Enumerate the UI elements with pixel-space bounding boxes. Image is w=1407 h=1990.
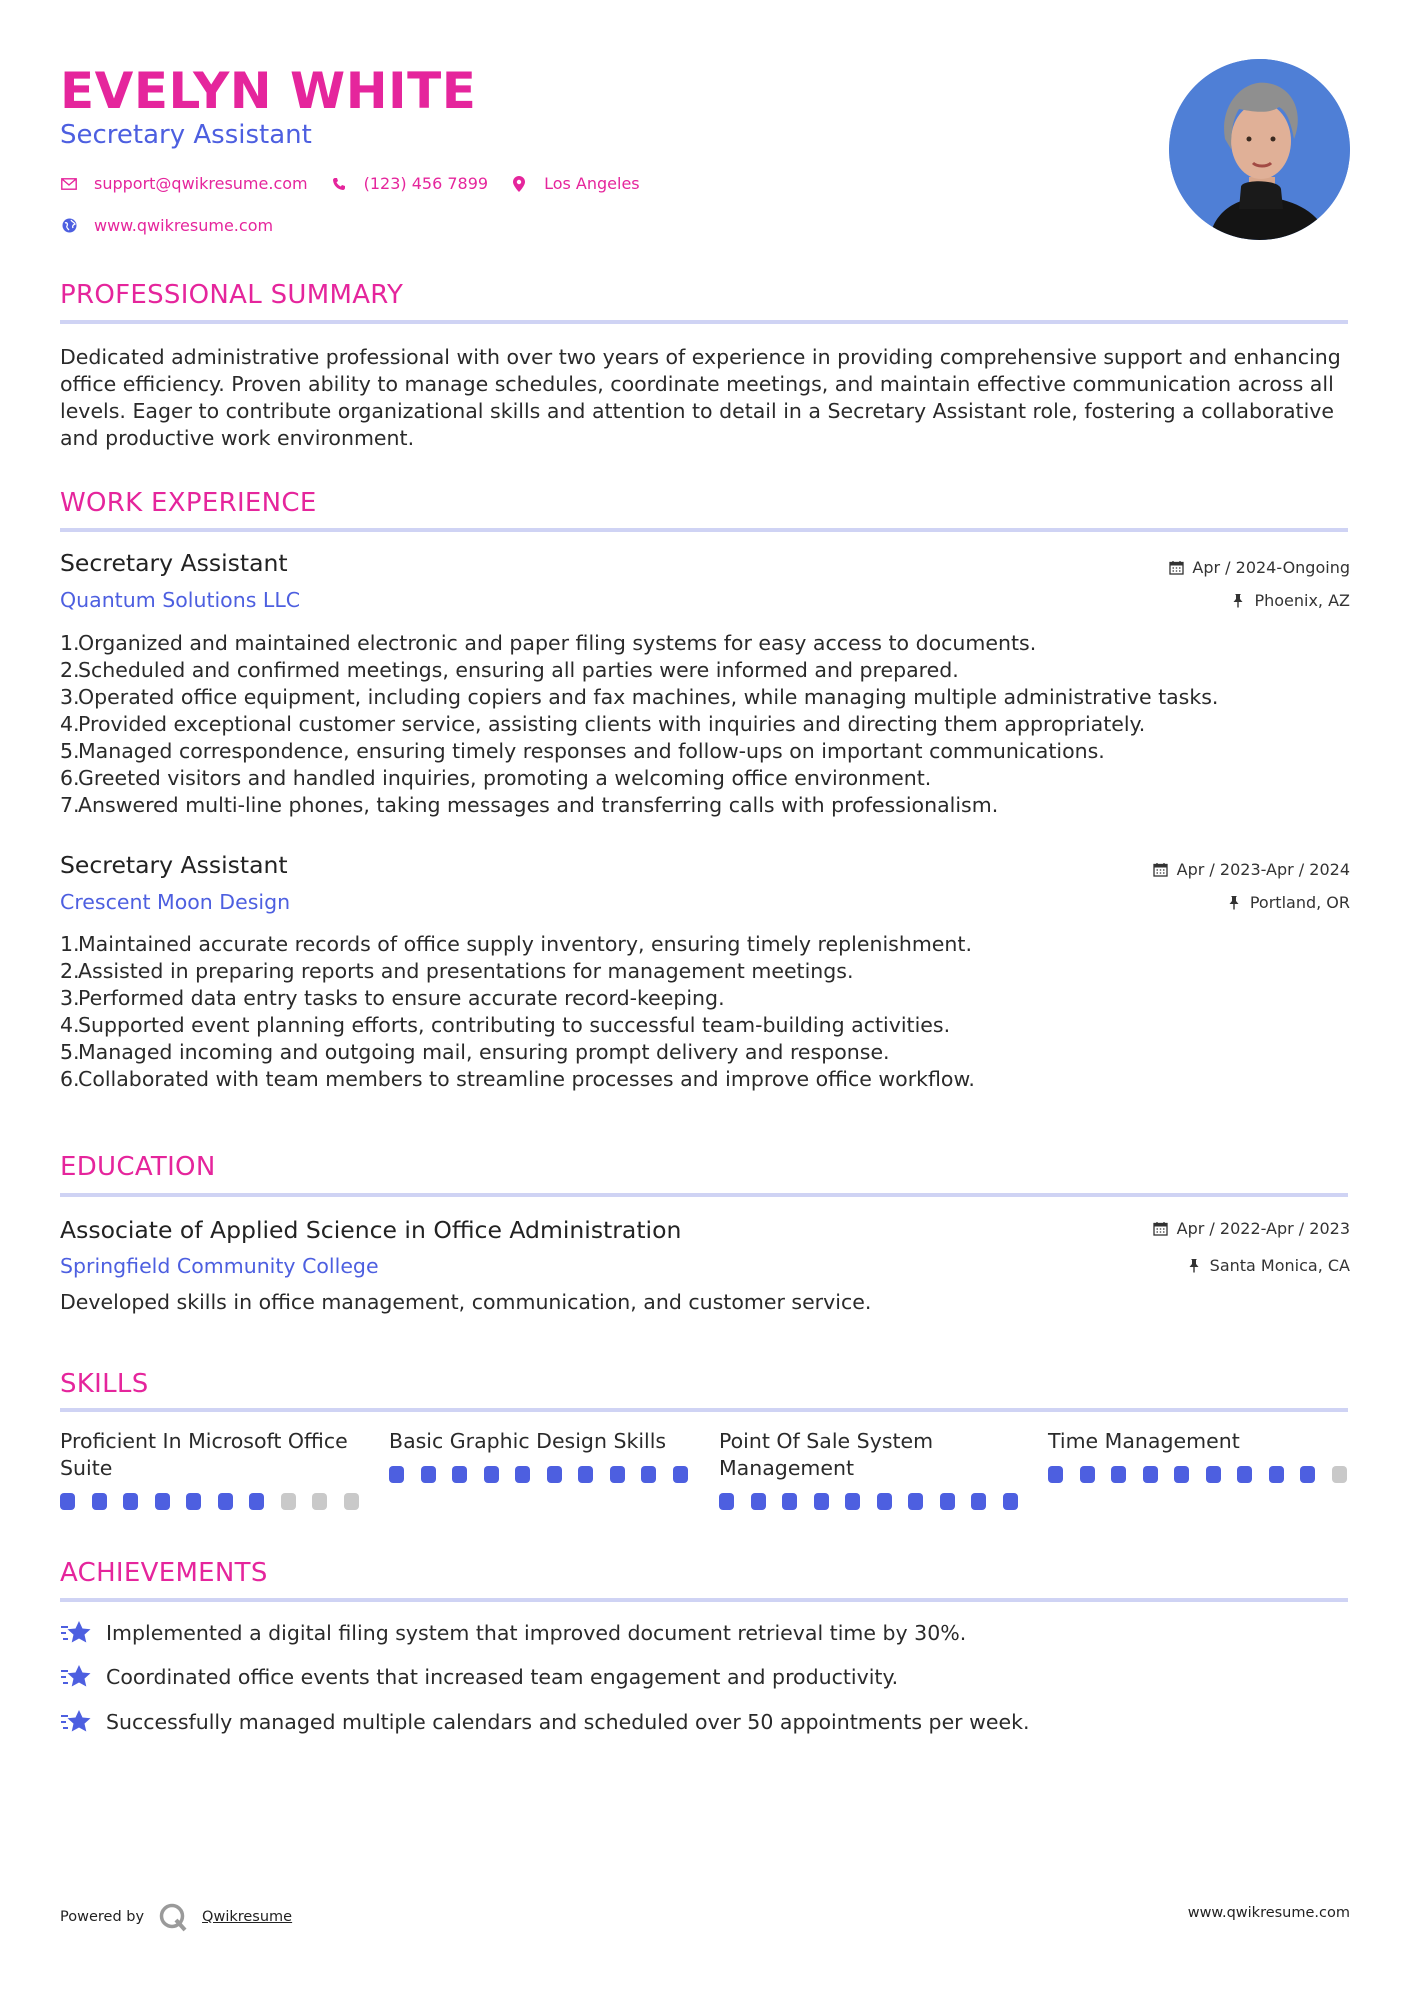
section-heading-experience: WORK EXPERIENCE (60, 488, 317, 518)
education-description: Developed skills in office management, communication, and customer service. (60, 1290, 872, 1314)
rating-dot (641, 1466, 656, 1483)
rating-dot (547, 1466, 562, 1483)
achievement-text: Implemented a digital filing system that improved document retrieval time by 30%. (106, 1621, 967, 1645)
brand-link[interactable]: Qwikresume (202, 1909, 293, 1925)
rating-dot (1300, 1466, 1315, 1483)
candidate-title: Secretary Assistant (60, 120, 312, 150)
contact-row (60, 174, 662, 193)
job-title: Secretary Assistant (60, 851, 288, 879)
job-location (1230, 591, 1350, 610)
summary-text: Dedicated administrative professional with over two years of experience in providing comprehensive support and enhancing office efficiency. Proven ability to manage schedules, coordinate meetings, and maintain effective communication across all levels. Eager to contribute organizational skills and attention to detail in a Secretary Assistant role, fostering a collaborative and productive work environment. (60, 345, 1341, 450)
star-icon (60, 1708, 92, 1736)
powered-by-label: Powered by (60, 1909, 145, 1925)
section-divider (60, 1193, 1348, 1197)
pin-icon (1226, 895, 1242, 911)
rating-dot (1332, 1466, 1347, 1483)
email-link[interactable]: support@qwikresume.com (94, 174, 308, 193)
map-marker-icon (510, 175, 528, 193)
rating-dot (1174, 1466, 1189, 1483)
job-bullets (60, 630, 1350, 819)
list-item: 3. Operated office equipment, including copiers and fax machines, while managing multiple administrative tasks. (60, 685, 1219, 709)
rating-dot (1206, 1466, 1221, 1483)
rating-dot (971, 1493, 986, 1510)
list-item: 1. Organized and maintained electronic and paper filing systems for easy access to documents. (60, 631, 1037, 655)
achievement-text: Coordinated office events that increased team engagement and productivity. (106, 1665, 899, 1689)
rating-dot (186, 1493, 201, 1510)
achievement-item (60, 1663, 898, 1691)
job-dates-text: Apr / 2024-Ongoing (1192, 558, 1350, 577)
rating-dot (452, 1466, 467, 1483)
job-dates (1168, 558, 1350, 577)
school-name: Springfield Community College (60, 1254, 379, 1278)
skill-rating (60, 1493, 375, 1510)
calendar-icon (1168, 560, 1184, 576)
rating-dot (155, 1493, 170, 1510)
list-item: 7. Answered multi-line phones, taking messages and transferring calls with professionalism. (60, 793, 999, 817)
rating-dot (1003, 1493, 1018, 1510)
envelope-icon (60, 175, 78, 193)
rating-dot (281, 1493, 296, 1510)
rating-dot (484, 1466, 499, 1483)
job-dates (1153, 860, 1350, 879)
rating-dot (312, 1493, 327, 1510)
rating-dot (421, 1466, 436, 1483)
rating-dot (673, 1466, 688, 1483)
list-item: 4. Provided exceptional customer service, assisting clients with inquiries and directing them appropriately. (60, 712, 1146, 736)
calendar-icon (1153, 1221, 1169, 1237)
list-item: 4. Supported event planning efforts, contributing to successful team-building activities. (60, 1013, 951, 1037)
rating-dot (1111, 1466, 1126, 1483)
rating-dot (1269, 1466, 1284, 1483)
achievement-item (60, 1708, 1030, 1736)
skill-rating (389, 1466, 704, 1483)
list-item: 6. Collaborated with team members to streamline processes and improve office workflow. (60, 1067, 975, 1091)
skill-item (60, 1428, 360, 1482)
job-bullets (60, 931, 1350, 1093)
rating-dot (578, 1466, 593, 1483)
section-divider (60, 1408, 1348, 1412)
calendar-icon (1153, 862, 1169, 878)
rating-dot (249, 1493, 264, 1510)
profile-photo (1169, 59, 1350, 240)
contact-row-website (60, 216, 295, 235)
list-item: 6. Greeted visitors and handled inquiries, promoting a welcoming office environment. (60, 766, 932, 790)
list-item: 1. Maintained accurate records of office supply inventory, ensuring timely replenishment. (60, 932, 972, 956)
rating-dot (1237, 1466, 1252, 1483)
section-heading-summary: PROFESSIONAL SUMMARY (60, 280, 404, 310)
rating-dot (92, 1493, 107, 1510)
section-divider (60, 528, 1348, 532)
rating-dot (60, 1493, 75, 1510)
section-heading-education: EDUCATION (60, 1152, 216, 1182)
rating-dot (1048, 1466, 1063, 1483)
website-link[interactable]: www.qwikresume.com (94, 216, 274, 235)
rating-dot (814, 1493, 829, 1510)
education-location-text: Santa Monica, CA (1209, 1256, 1350, 1275)
skill-name: Time Management (1048, 1429, 1240, 1453)
education-dates-text: Apr / 2022-Apr / 2023 (1176, 1219, 1350, 1238)
list-item: 2. Scheduled and confirmed meetings, ensuring all parties were informed and prepared. (60, 658, 959, 682)
rating-dot (610, 1466, 625, 1483)
achievement-text: Successfully managed multiple calendars and scheduled over 50 appointments per week. (106, 1710, 1030, 1734)
section-divider (60, 320, 1348, 324)
company-name: Crescent Moon Design (60, 890, 291, 914)
star-icon (60, 1663, 92, 1691)
rating-dot (344, 1493, 359, 1510)
footer-website[interactable]: www.qwikresume.com (1187, 1905, 1350, 1921)
rating-dot (389, 1466, 404, 1483)
job-dates-text: Apr / 2023-Apr / 2024 (1176, 860, 1350, 879)
skill-name: Point Of Sale System Management (719, 1429, 934, 1480)
pin-icon (1230, 593, 1246, 609)
rating-dot (123, 1493, 138, 1510)
phone-number[interactable]: (123) 456 7899 (363, 174, 489, 193)
list-item: 5. Managed incoming and outgoing mail, ensuring prompt delivery and response. (60, 1040, 890, 1064)
skill-rating (719, 1493, 1034, 1510)
qwikresume-logo-icon (158, 1902, 188, 1932)
skill-item (1048, 1428, 1348, 1455)
rating-dot (782, 1493, 797, 1510)
rating-dot (940, 1493, 955, 1510)
list-item: 3. Performed data entry tasks to ensure accurate record-keeping. (60, 986, 725, 1010)
skill-name: Proficient In Microsoft Office Suite (60, 1429, 348, 1480)
skill-item (719, 1428, 979, 1482)
achievement-item (60, 1619, 966, 1647)
skill-rating (1048, 1466, 1363, 1483)
rating-dot (515, 1466, 530, 1483)
section-heading-achievements: ACHIEVEMENTS (60, 1558, 268, 1588)
rating-dot (908, 1493, 923, 1510)
list-item: 2. Assisted in preparing reports and presentations for management meetings. (60, 959, 854, 983)
education-dates (1153, 1219, 1350, 1238)
skill-name: Basic Graphic Design Skills (389, 1429, 667, 1453)
rating-dot (1080, 1466, 1095, 1483)
section-heading-skills: SKILLS (60, 1369, 149, 1399)
job-location-text: Portland, OR (1249, 893, 1350, 912)
degree-title: Associate of Applied Science in Office Administration (60, 1216, 682, 1244)
company-name: Quantum Solutions LLC (60, 588, 301, 612)
job-location-text: Phoenix, AZ (1254, 591, 1350, 610)
star-icon (60, 1619, 92, 1647)
rating-dot (877, 1493, 892, 1510)
footer-powered-by (60, 1902, 292, 1932)
section-divider (60, 1598, 1348, 1602)
job-location (1226, 893, 1350, 912)
rating-dot (719, 1493, 734, 1510)
list-item: 5. Managed correspondence, ensuring timely responses and follow-ups on important communications. (60, 739, 1105, 763)
job-title: Secretary Assistant (60, 549, 288, 577)
globe-icon (60, 217, 78, 235)
skill-item (389, 1428, 689, 1455)
rating-dot (218, 1493, 233, 1510)
candidate-name: EVELYN WHITE (60, 62, 477, 120)
rating-dot (751, 1493, 766, 1510)
education-location (1186, 1256, 1350, 1275)
rating-dot (845, 1493, 860, 1510)
phone-icon (330, 175, 348, 193)
pin-icon (1186, 1258, 1202, 1274)
location-text: Los Angeles (544, 174, 640, 193)
rating-dot (1143, 1466, 1158, 1483)
